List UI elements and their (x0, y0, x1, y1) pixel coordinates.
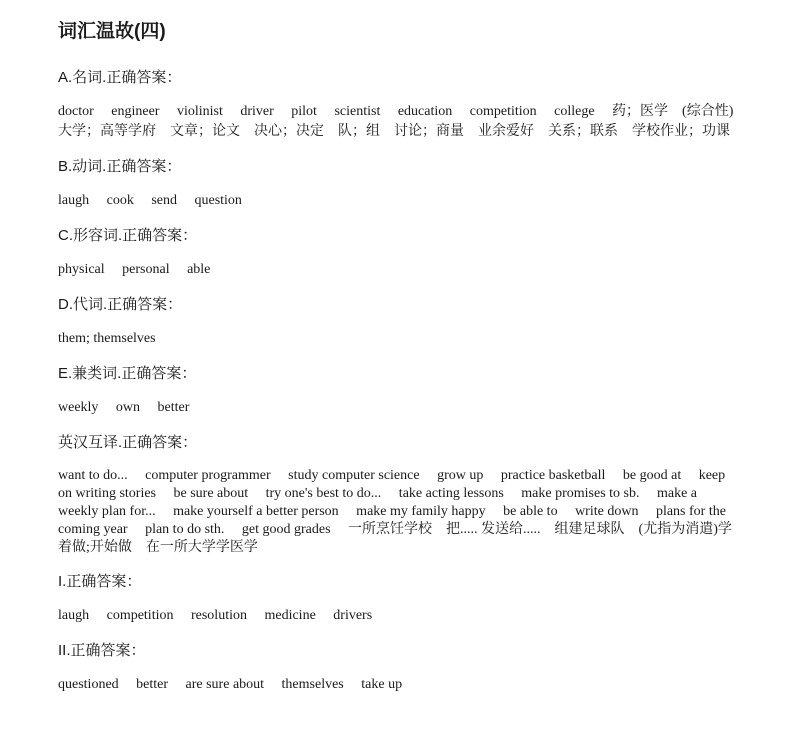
section-pronouns (58, 295, 738, 349)
section-answer: doctor engineer violinist driver pilot scientist education competition college 药；医学 (综合性)大学；高等学府 文章；论文 决心；决定 队；组 讨论；商量 业余爱好 关系；联系 学校作业；功课 (58, 104, 734, 139)
section-answer: laugh cook send question (58, 193, 242, 208)
section-exercise-1 (58, 572, 738, 626)
page-title: 词汇温故(四) (58, 21, 166, 42)
section-answer: want to do... computer programmer study computer science grow up practice basketball be good at keep on writing stories be sure about try one's best to do... take acting lessons make promises to sb. make a weekly plan for... make yourself a better person make my family happy be able to write down plans for the coming year plan to do sth. get good grades 一所烹饪学校 把..... 发送给..... 组建足球队 (尤指为消遣)学着做;开始做 在一所大学学医学 (58, 468, 732, 555)
section-heading: A.名词.正确答案： (58, 69, 182, 86)
section-heading: E.兼类词.正确答案： (58, 365, 197, 382)
section-translation (58, 433, 738, 557)
section-heading: C.形容词.正确答案： (58, 227, 198, 244)
section-answer: them; themselves (58, 331, 156, 346)
section-answer: weekly own better (58, 400, 190, 415)
section-heading: 英汉互译.正确答案： (58, 434, 198, 451)
section-answer: questioned better are sure about themselves take up (58, 677, 403, 692)
section-heading: B.动词.正确答案： (58, 158, 182, 175)
section-heading: D.代词.正确答案： (58, 296, 183, 313)
section-adjectives (58, 226, 738, 280)
section-heading: II.正确答案： (58, 642, 146, 659)
section-answer: physical personal able (58, 262, 211, 277)
section-multi-class-words (58, 364, 738, 418)
document (58, 18, 738, 710)
section-nouns (58, 68, 738, 142)
section-heading: I.正确答案： (58, 573, 142, 590)
section-exercise-2 (58, 641, 738, 695)
section-answer: laugh competition resolution medicine drivers (58, 608, 373, 623)
section-verbs (58, 157, 738, 211)
